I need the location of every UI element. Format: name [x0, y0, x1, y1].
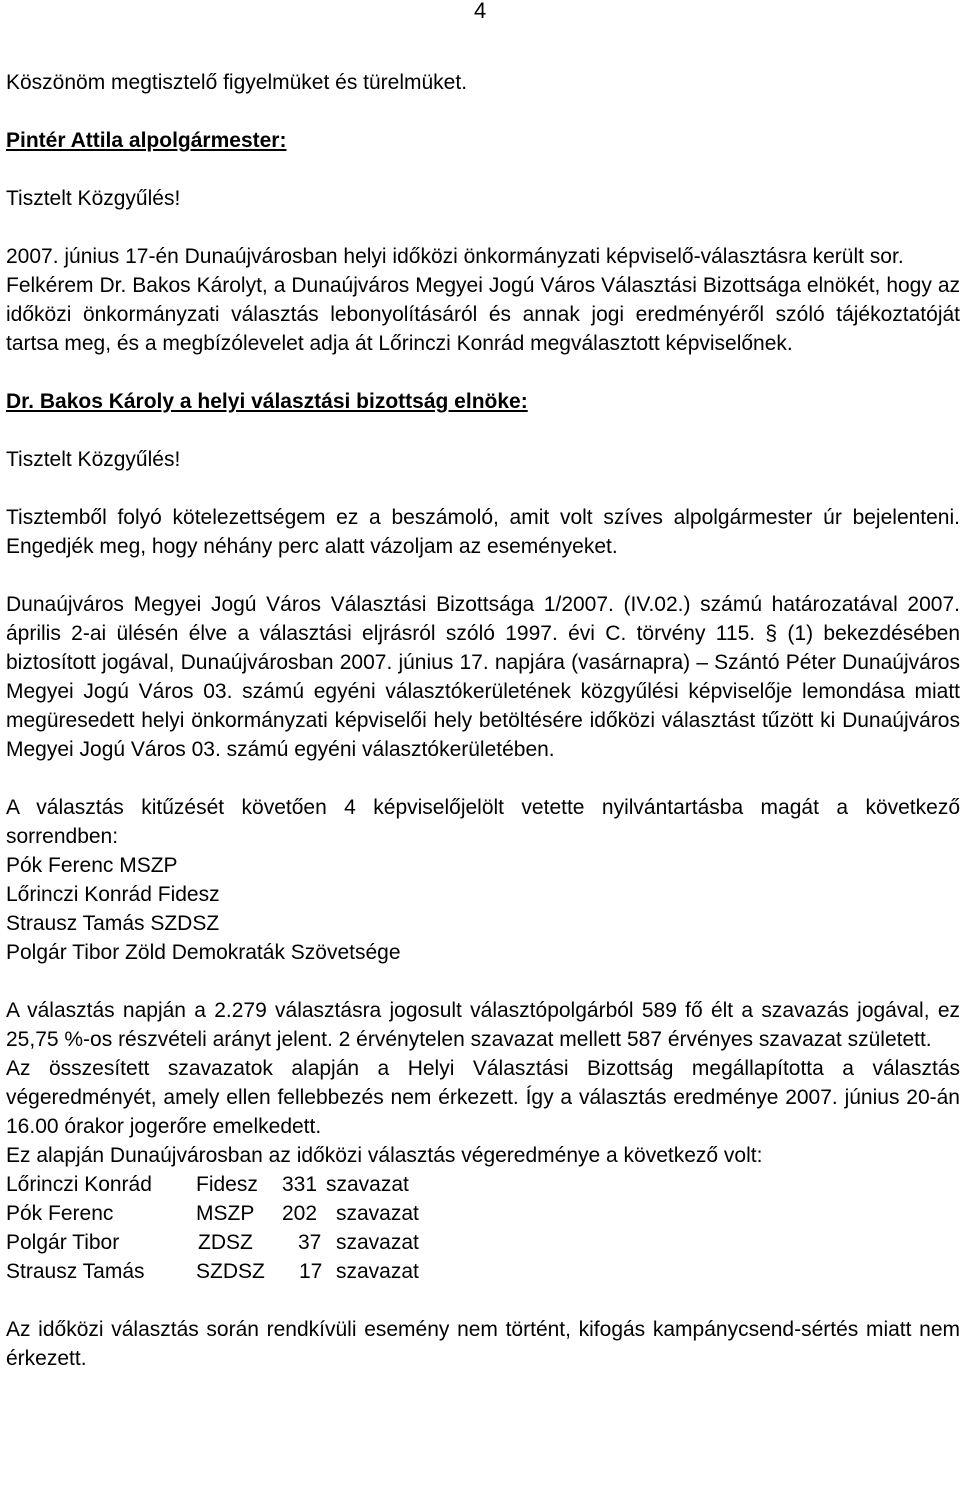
result-votes: 17 — [299, 1260, 323, 1283]
paragraph-7: Az összesített szavazatok alapján a Helyi Választási Bizottság megállapította a választás végeredményét, amely ellen fellebbezés nem érkezett. Így a választás eredménye 2007. június 20-án 16.00 órakor jogerőre emelkedett. — [6, 1057, 960, 1138]
paragraph-5: A választás kitűzését követően 4 képviselőjelölt vetette nyilvántartásba magát a következő sorrendben: — [6, 796, 960, 848]
paragraph-2: Felkérem Dr. Bakos Károlyt, a Dunaújváros Megyei Jogú Város Választási Bizottsága elnökét, hogy az időközi önkormányzati választás lebonyolításáról és annak jogi eredményéről szóló tájékoztatóját tartsa meg, és a megbízólevelet adja át Lőrinczi Konrád megválasztott képviselőnek. — [6, 274, 960, 355]
result-name: Strausz Tamás — [6, 1260, 145, 1283]
candidate-item: Polgár Tibor Zöld Demokraták Szövetsége — [6, 941, 401, 964]
result-party: MSZP — [196, 1202, 255, 1225]
paragraph-6: A választás napján a 2.279 választásra jogosult választópolgárból 589 fő élt a szavazás jogával, ez 25,75 %-os részvételi arányt jelent. 2 érvénytelen szavazat mellett 587 érvényes szavazat született. — [6, 999, 960, 1051]
result-row — [6, 1199, 960, 1228]
page-number: 4 — [474, 0, 487, 23]
greeting-1: Tisztelt Közgyűlés! — [6, 187, 181, 210]
result-party: SZDSZ — [196, 1260, 265, 1283]
speaker-heading-1: Pintér Attila alpolgármester: — [6, 129, 287, 152]
document-body — [6, 68, 960, 1373]
result-name: Pók Ferenc — [6, 1202, 114, 1225]
result-row — [6, 1257, 960, 1286]
result-unit: szavazat — [326, 1173, 409, 1196]
result-name: Polgár Tibor — [6, 1231, 120, 1254]
candidate-item: Pók Ferenc MSZP — [6, 854, 178, 877]
candidate-list — [6, 851, 960, 967]
result-votes: 331 — [282, 1173, 318, 1196]
result-unit: szavazat — [336, 1202, 419, 1225]
candidate-item: Strausz Tamás SZDSZ — [6, 912, 220, 935]
result-votes: 37 — [298, 1231, 322, 1254]
result-name: Lőrinczi Konrád — [6, 1173, 152, 1196]
results-list — [6, 1170, 960, 1286]
result-unit: szavazat — [336, 1260, 419, 1283]
greeting-2: Tisztelt Közgyűlés! — [6, 448, 181, 471]
paragraph-9: Az időközi választás során rendkívüli esemény nem történt, kifogás kampánycsend-sértés miatt nem érkezett. — [6, 1318, 960, 1370]
paragraph-1: 2007. június 17-én Dunaújvárosban helyi időközi önkormányzati képviselő-választásra került sor. — [6, 245, 904, 268]
result-party: Fidesz — [196, 1173, 258, 1196]
result-row — [6, 1170, 960, 1199]
result-unit: szavazat — [336, 1231, 419, 1254]
paragraph-8: Ez alapján Dunaújvárosban az időközi választás végeredménye a következő volt: — [6, 1144, 763, 1167]
result-votes: 202 — [282, 1202, 318, 1225]
paragraph-4: Dunaújváros Megyei Jogú Város Választási Bizottsága 1/2007. (IV.02.) számú határozatával 2007. április 2-ai ülésén élve a választási eljrásról szóló 1997. évi C. törvény 115. § (1) bekezdésében biztosított jogával, Dunaújvárosban 2007. június 17. napjára (vasárnapra) – Szántó Péter Dunaújváros Megyei Jogú Város 03. számú egyéni választókerületének közgyűlési képviselője lemondása miatt megüresedett helyi önkormányzati képviselői hely betöltésére időközi választást tűzött ki Dunaújváros Megyei Jogú Város 03. számú egyéni választókerületében. — [6, 593, 960, 761]
speaker-heading-2: Dr. Bakos Károly a helyi választási bizottság elnöke: — [6, 390, 528, 413]
result-party: ZDSZ — [198, 1231, 253, 1254]
paragraph-3: Tisztemből folyó kötelezettségem ez a beszámoló, amit volt szíves alpolgármester úr bejelenteni. Engedjék meg, hogy néhány perc alatt vázoljam az eseményeket. — [6, 506, 960, 558]
candidate-item: Lőrinczi Konrád Fidesz — [6, 883, 220, 906]
intro-thanks: Köszönöm megtisztelő figyelmüket és türelmüket. — [6, 71, 468, 94]
result-row — [6, 1228, 960, 1257]
